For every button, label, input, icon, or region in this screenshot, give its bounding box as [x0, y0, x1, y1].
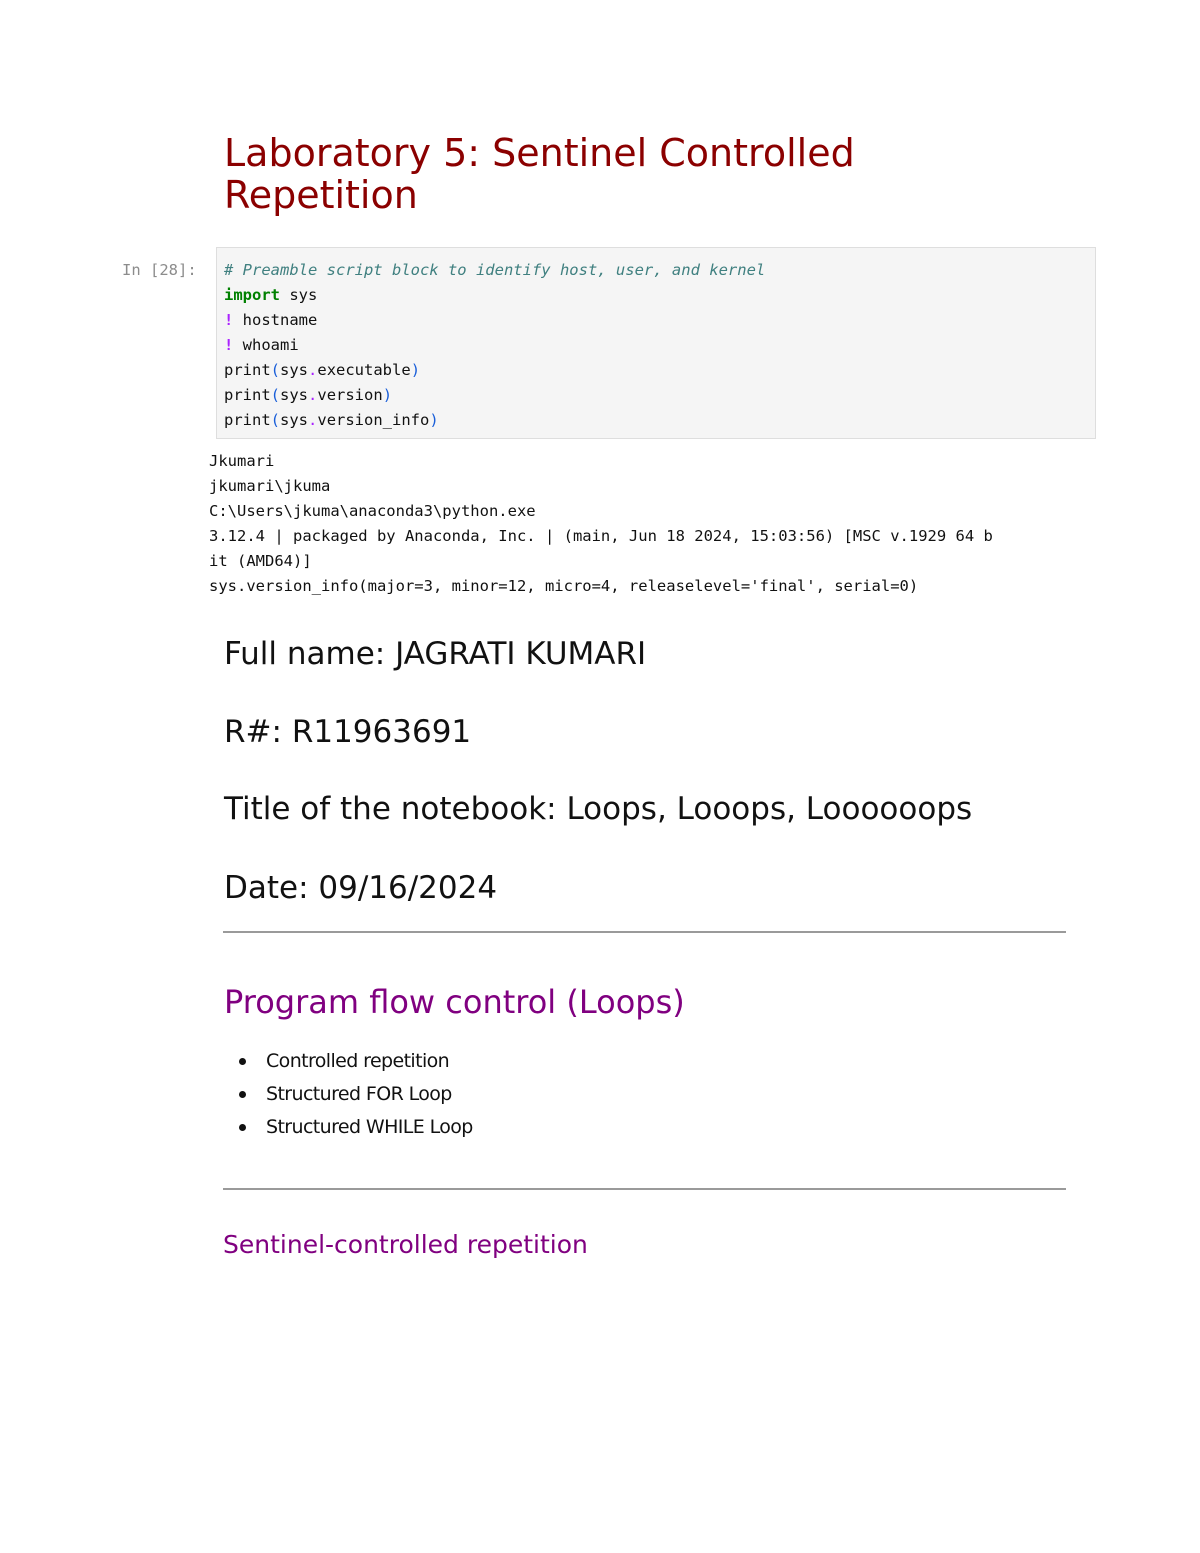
code-text: sys	[280, 286, 318, 304]
code-line-comment	[224, 258, 1095, 283]
code-text: hostname	[233, 311, 318, 329]
code-text: whoami	[233, 336, 299, 354]
code-dot: .	[308, 361, 318, 379]
code-line-print-executable	[224, 358, 1095, 383]
subsection-heading: Sentinel-controlled repetition	[223, 1230, 588, 1259]
page-title: Laboratory 5: Sentinel Controlled Repetition	[224, 131, 855, 217]
code-obj: sys	[280, 411, 309, 429]
code-func: print	[224, 386, 271, 404]
list-item-label: Structured WHILE Loop	[266, 1116, 473, 1138]
cell-prompt: In [28]:	[122, 261, 197, 279]
code-attr: version	[317, 386, 383, 404]
code-cell[interactable]	[216, 247, 1096, 439]
code-paren-close: )	[429, 411, 439, 429]
section-heading: Program flow control (Loops)	[224, 983, 685, 1021]
list-item	[224, 1111, 473, 1144]
code-paren-close: )	[382, 386, 393, 404]
output-line: C:\Users\jkuma\anaconda3\python.exe	[209, 502, 536, 520]
code-comment: # Preamble script block to identify host, user, and kernel	[224, 261, 766, 279]
list-item-label: Structured FOR Loop	[266, 1083, 452, 1105]
cell-output	[209, 449, 1099, 599]
code-func: print	[224, 411, 271, 429]
code-line-import	[224, 283, 1095, 308]
topic-list	[224, 1045, 473, 1144]
code-keyword: import	[224, 286, 280, 304]
code-obj: sys	[280, 361, 309, 379]
code-dot: .	[308, 411, 318, 429]
code-obj: sys	[280, 386, 309, 404]
code-paren-open: (	[270, 411, 281, 429]
date-heading: Date: 09/16/2024	[224, 870, 498, 906]
r-number-heading: R#: R11963691	[224, 714, 472, 750]
code-dot: .	[308, 386, 318, 404]
code-paren-open: (	[270, 361, 281, 379]
code-line-whoami	[224, 333, 1095, 358]
output-line: Jkumari	[209, 452, 275, 470]
code-line-print-version-info	[224, 408, 1095, 433]
list-item-label: Controlled repetition	[266, 1050, 450, 1072]
output-line: 3.12.4 | packaged by Anaconda, Inc. | (main, Jun 18 2024, 15:03:56) [MSC v.1929 64 b	[209, 527, 993, 545]
full-name-heading: Full name: JAGRATI KUMARI	[224, 636, 647, 672]
list-item	[224, 1078, 473, 1111]
code-paren-open: (	[270, 386, 281, 404]
horizontal-rule	[223, 931, 1066, 933]
code-shell-bang: !	[224, 311, 234, 329]
bullet-icon	[239, 1091, 246, 1098]
code-shell-bang: !	[224, 336, 234, 354]
code-attr: executable	[317, 361, 411, 379]
code-func: print	[224, 361, 271, 379]
horizontal-rule	[223, 1188, 1066, 1190]
output-line: sys.version_info(major=3, minor=12, micro=4, releaselevel='final', serial=0)	[209, 577, 919, 595]
bullet-icon	[239, 1058, 246, 1065]
output-line: it (AMD64)]	[209, 552, 312, 570]
code-line-print-version	[224, 383, 1095, 408]
notebook-title-heading: Title of the notebook: Loops, Looops, Loooooops	[224, 791, 973, 827]
bullet-icon	[239, 1124, 246, 1131]
code-line-hostname	[224, 308, 1095, 333]
code-paren-close: )	[410, 361, 421, 379]
output-line: jkumari\jkuma	[209, 477, 331, 495]
list-item	[224, 1045, 473, 1078]
code-attr: version_info	[317, 411, 430, 429]
